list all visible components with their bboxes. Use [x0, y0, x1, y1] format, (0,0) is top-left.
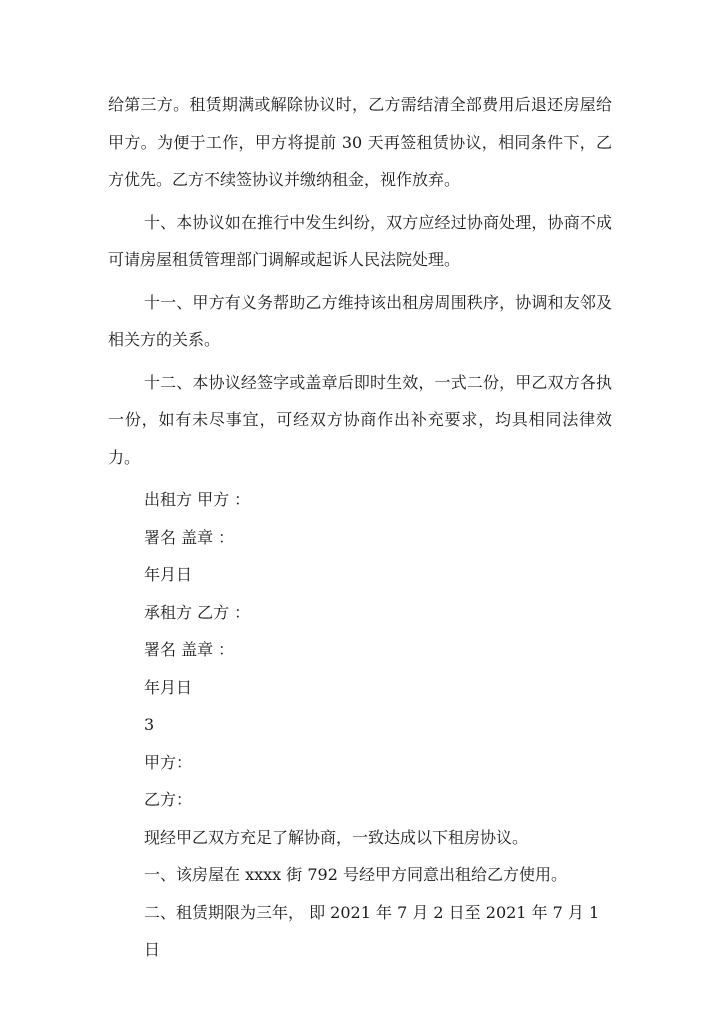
- paragraph-clause-eleven: 十一、甲方有义务帮助乙方维持该出租房周围秩序，协调和友邻及相关方的关系。: [108, 292, 612, 349]
- agreement-intro: 现经甲乙双方充足了解协商，一致达成以下租房协议。: [144, 827, 529, 847]
- section-number: 3: [144, 715, 155, 734]
- clause-two: 二、租赁期限为三年， 即 2021 年 7 月 2 日至 2021 年 7 月 1 日: [144, 902, 600, 959]
- lessee-signature-line: 署名 盖章 ：: [144, 640, 235, 659]
- paragraph-continued: 给第三方。租赁期满或解除协议时，乙方需结清全部费用后退还房屋给甲方。为便于工作，甲方将提前 30 天再签租赁协议，相同条件下，乙方优先。乙方不续签协议并缴纳租金，视作放弃。: [108, 95, 612, 189]
- lessee-date-line: 年月日: [144, 677, 193, 697]
- party-a-label: 甲方：: [144, 752, 193, 772]
- lessee-label: 承租方 乙方 ：: [144, 602, 251, 622]
- lessor-label: 出租方 甲方 ：: [144, 490, 251, 509]
- paragraph-clause-twelve: 十二、本协议经签字或盖章后即时生效，一式二份，甲乙双方各执一份，如有未尽事宜，可经双方协商作出补充要求，均具相同法律效力。: [108, 372, 612, 467]
- party-b-label: 乙方：: [144, 790, 193, 809]
- clause-one: 一、该房屋在 xxxx 街 792 号经甲方同意出租给乙方使用。: [144, 865, 567, 884]
- lessor-date-line: 年月日: [144, 565, 193, 584]
- lessor-signature-line: 署名 盖章 ：: [144, 527, 235, 547]
- document-body: [108, 86, 612, 969]
- paragraph-clause-ten: 十、本协议如在推行中发生纠纷，双方应经过协商处理，协商不成可请房屋租赁管理部门调解或起诉人民法院处理。: [108, 212, 612, 269]
